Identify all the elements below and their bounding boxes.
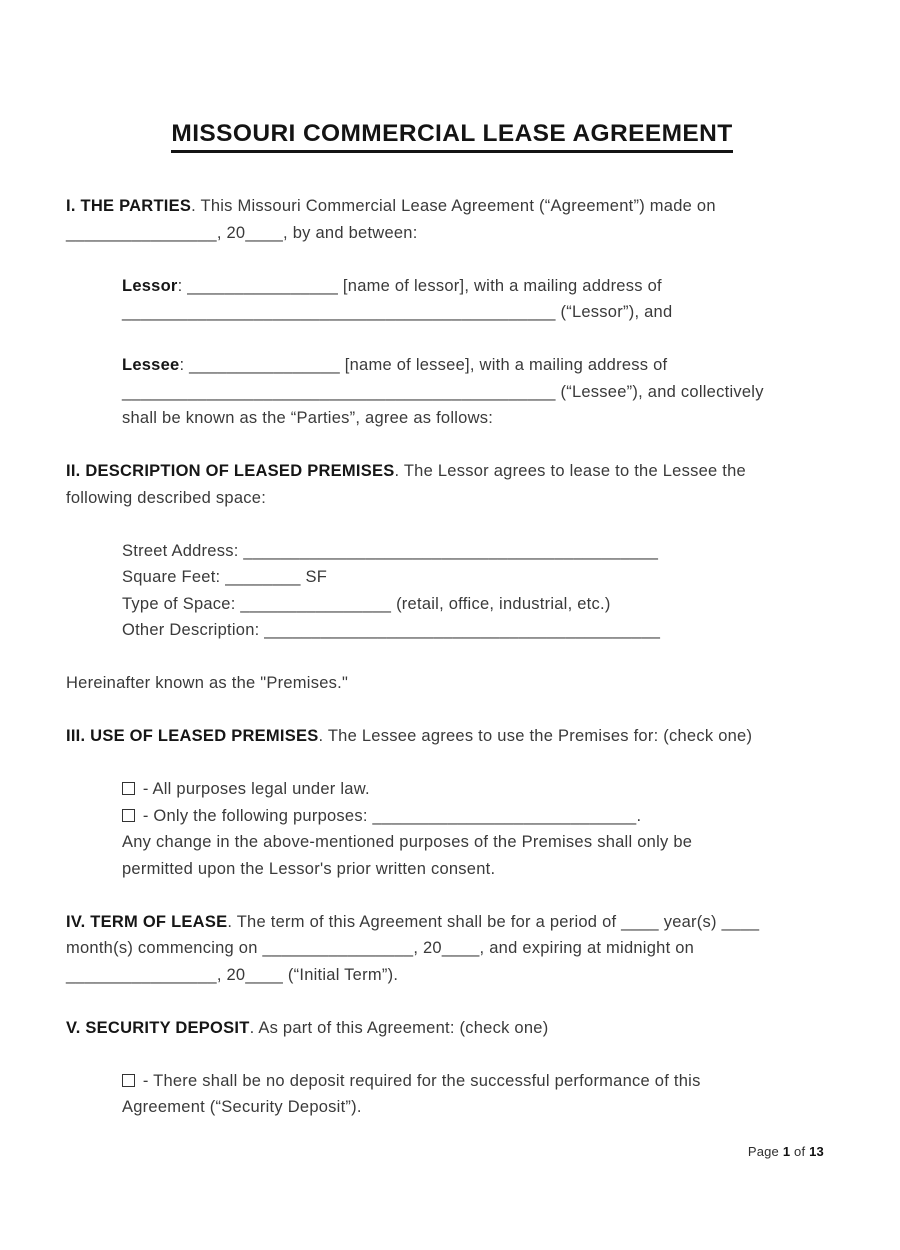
text-line (122, 538, 838, 565)
section-heading: V. SECURITY DEPOSIT (66, 1018, 250, 1037)
text-run: - All purposes legal under law. (138, 780, 370, 798)
text-run: Agreement (“Security Deposit”). (122, 1098, 362, 1116)
page-footer (748, 1143, 824, 1161)
text-run: ______________________________________________ (“Lessee”), and collectively (122, 382, 764, 401)
section-heading: Lessor (122, 276, 178, 295)
text-run: ________________, 20____ (“Initial Term”). (66, 965, 399, 984)
footer-page-label: Page (747, 1144, 783, 1159)
text-run: shall be known as the “Parties”, agree as follows: (122, 409, 494, 427)
text-run: Other Description: __________________________________________ (122, 621, 661, 639)
section-heading: Lessee (122, 356, 180, 374)
text-run: Any change in the above-mentioned purposes of the Premises shall only be (122, 833, 693, 851)
text-run: month(s) commencing on ________________, 20____, and expiring at midnight on (66, 939, 695, 957)
text-run: . The Lessor agrees to lease to the Lessee the (394, 462, 746, 480)
text-run: ________________, 20____, by and between: (66, 223, 418, 242)
text-run: : ________________ [name of lessor], with a mailing address of (177, 276, 662, 295)
text-run: Type of Space: ________________ (retail, office, industrial, etc.) (122, 594, 611, 613)
text-line (66, 458, 838, 485)
text-line (122, 803, 838, 830)
text-run: - There shall be no deposit required for the successful performance of this (138, 1071, 701, 1090)
text-run: Square Feet: ________ SF (122, 568, 328, 586)
section-heading: IV. TERM OF LEASE (66, 912, 228, 931)
text-line (66, 193, 838, 220)
text-run: . This Missouri Commercial Lease Agreement (“Agreement”) made on (191, 197, 716, 215)
text-line (122, 379, 838, 406)
premises-details (122, 538, 838, 644)
text-line (66, 220, 838, 247)
use-options (122, 776, 838, 882)
footer-current-page: 1 (782, 1144, 791, 1159)
section-3-use-of-leased-premises (66, 723, 838, 750)
footer-of-label: of (790, 1144, 810, 1159)
text-line (66, 1015, 838, 1042)
checkbox-icon[interactable] (122, 809, 135, 822)
footer-total-pages: 13 (809, 1144, 824, 1159)
security-deposit-options (122, 1068, 838, 1121)
text-run: - Only the following purposes: ____________________________. (138, 806, 642, 825)
text-line (66, 723, 838, 750)
text-run: . The term of this Agreement shall be for a period of ____ year(s) ____ (227, 912, 760, 931)
text-line (122, 564, 838, 591)
section-1-the-parties (66, 193, 838, 246)
text-line (66, 909, 838, 936)
section-heading: II. DESCRIPTION OF LEASED PREMISES (66, 462, 395, 480)
checkbox-icon[interactable] (122, 782, 135, 795)
text-line (122, 405, 838, 432)
section-5-security-deposit (66, 1015, 838, 1042)
text-run: Street Address: ____________________________________________ (122, 541, 659, 560)
text-line (122, 273, 838, 300)
text-run: : ________________ [name of lessee], with a mailing address of (179, 356, 668, 374)
section-2-description-of-leased-premises (66, 458, 838, 511)
text-line (66, 935, 838, 962)
text-line (122, 829, 838, 856)
text-run: permitted upon the Lessor's prior written consent. (122, 859, 496, 878)
text-line (122, 1068, 838, 1095)
text-line (122, 856, 838, 883)
document-body (66, 193, 838, 1121)
text-line (122, 617, 838, 644)
section-heading: III. USE OF LEASED PREMISES (66, 727, 319, 745)
document-title-text: MISSOURI COMMERCIAL LEASE AGREEMENT (171, 120, 732, 153)
text-line (122, 1094, 838, 1121)
premises-definition (66, 670, 838, 697)
text-run: Hereinafter known as the "Premises." (66, 674, 349, 692)
text-line (66, 962, 838, 989)
section-4-term-of-lease (66, 909, 838, 989)
text-line (66, 670, 838, 697)
text-line (122, 591, 838, 618)
text-run: following described space: (66, 488, 267, 507)
text-run: . As part of this Agreement: (check one) (249, 1018, 549, 1037)
checkbox-icon[interactable] (122, 1074, 135, 1087)
text-line (122, 352, 838, 379)
text-line (122, 776, 838, 803)
lessee-clause (122, 352, 838, 432)
text-line (122, 299, 838, 326)
section-heading: I. THE PARTIES (66, 197, 192, 215)
text-line (66, 485, 838, 512)
lessor-clause (122, 273, 838, 326)
document-title (66, 112, 838, 153)
text-run: ______________________________________________ (“Lessor”), and (122, 303, 673, 321)
text-run: . The Lessee agrees to use the Premises for: (check one) (318, 727, 753, 745)
